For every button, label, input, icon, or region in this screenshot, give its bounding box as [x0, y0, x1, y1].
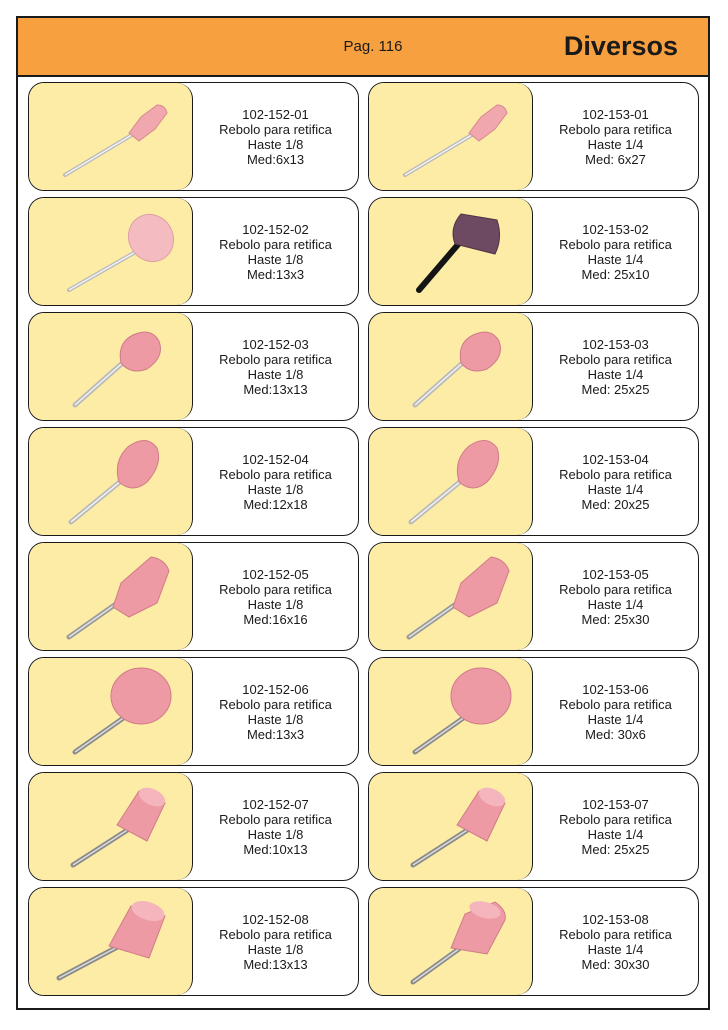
product-size: Med: 20x25 — [581, 496, 650, 512]
product-card[interactable] — [368, 82, 699, 191]
product-info — [195, 773, 356, 880]
product-info — [535, 658, 696, 765]
product-size: Med:13x3 — [246, 266, 305, 282]
product-name: Rebolo para retifica — [219, 236, 332, 252]
product-code: 102-153-01 — [582, 106, 649, 122]
product-name: Rebolo para retifica — [219, 466, 332, 482]
product-photo — [29, 83, 193, 190]
product-info — [535, 198, 696, 305]
product-card[interactable] — [28, 772, 359, 881]
pointed-cone-stone-icon — [369, 83, 533, 189]
product-code: 102-152-01 — [242, 106, 309, 122]
product-shank: Haste 1/4 — [587, 366, 644, 382]
product-code: 102-153-04 — [582, 451, 649, 467]
product-shank: Haste 1/8 — [247, 941, 304, 957]
product-name: Rebolo para retifica — [559, 581, 672, 597]
cone-stone-icon — [29, 543, 193, 649]
product-photo — [369, 198, 533, 305]
product-photo — [29, 888, 193, 995]
product-code: 102-152-06 — [242, 681, 309, 697]
product-code: 102-152-05 — [242, 566, 309, 582]
product-shank: Haste 1/4 — [587, 941, 644, 957]
product-photo — [369, 428, 533, 535]
wheel-stone-icon — [369, 658, 533, 764]
product-name: Rebolo para retifica — [559, 466, 672, 482]
product-info — [195, 543, 356, 650]
product-size: Med: 30x30 — [581, 956, 650, 972]
product-code: 102-153-03 — [582, 336, 649, 352]
product-code: 102-153-02 — [582, 221, 649, 237]
product-size: Med:13x3 — [246, 726, 305, 742]
product-shank: Haste 1/4 — [587, 481, 644, 497]
ball-stone-icon — [29, 313, 193, 419]
product-code: 102-153-08 — [582, 911, 649, 927]
product-shank: Haste 1/8 — [247, 481, 304, 497]
product-card[interactable] — [28, 887, 359, 996]
product-photo — [369, 888, 533, 995]
product-size: Med:6x13 — [246, 151, 305, 167]
product-name: Rebolo para retifica — [559, 696, 672, 712]
product-info — [535, 428, 696, 535]
product-info — [535, 773, 696, 880]
product-photo — [369, 658, 533, 765]
product-shank: Haste 1/8 — [247, 711, 304, 727]
product-photo — [369, 83, 533, 190]
product-photo — [369, 773, 533, 880]
product-code: 102-152-08 — [242, 911, 309, 927]
product-photo — [29, 428, 193, 535]
product-code: 102-153-07 — [582, 796, 649, 812]
product-size: Med:12x18 — [243, 496, 308, 512]
wheel-stone-icon — [29, 658, 193, 764]
product-size: Med: 6x27 — [585, 151, 646, 167]
product-card[interactable] — [28, 542, 359, 651]
product-info — [535, 83, 696, 190]
product-card[interactable] — [28, 82, 359, 191]
product-card[interactable] — [368, 657, 699, 766]
cone-stone-icon — [369, 888, 533, 994]
product-photo — [29, 313, 193, 420]
product-size: Med:16x16 — [243, 611, 308, 627]
catalog-page — [16, 16, 710, 1010]
disc-stone-icon — [29, 198, 193, 304]
egg-stone-icon — [29, 428, 193, 534]
dark-disc-stone-icon — [369, 198, 533, 304]
product-info — [535, 888, 696, 995]
cylinder-stone-icon — [29, 773, 193, 879]
product-card[interactable] — [368, 197, 699, 306]
product-info — [195, 198, 356, 305]
product-code: 102-153-06 — [582, 681, 649, 697]
product-code: 102-152-04 — [242, 451, 309, 467]
product-name: Rebolo para retifica — [219, 351, 332, 367]
product-card[interactable] — [368, 312, 699, 421]
product-size: Med: 25x25 — [581, 841, 650, 857]
product-name: Rebolo para retifica — [219, 581, 332, 597]
egg-stone-icon — [369, 428, 533, 534]
product-size: Med:13x13 — [243, 956, 308, 972]
product-info — [195, 658, 356, 765]
product-shank: Haste 1/4 — [587, 711, 644, 727]
page-number: Pag. 116 — [343, 38, 403, 55]
product-info — [535, 313, 696, 420]
product-code: 102-152-03 — [242, 336, 309, 352]
product-photo — [29, 658, 193, 765]
product-name: Rebolo para retifica — [559, 926, 672, 942]
product-name: Rebolo para retifica — [559, 351, 672, 367]
product-shank: Haste 1/8 — [247, 136, 304, 152]
product-size: Med: 30x6 — [585, 726, 646, 742]
product-info — [535, 543, 696, 650]
ball-stone-icon — [369, 313, 533, 419]
product-shank: Haste 1/8 — [247, 366, 304, 382]
product-shank: Haste 1/4 — [587, 136, 644, 152]
cylinder-stone-icon — [369, 773, 533, 879]
product-name: Rebolo para retifica — [559, 236, 672, 252]
product-info — [195, 313, 356, 420]
product-photo — [369, 313, 533, 420]
pointed-cone-stone-icon — [29, 83, 193, 189]
product-card[interactable] — [368, 542, 699, 651]
product-info — [195, 888, 356, 995]
product-card[interactable] — [28, 427, 359, 536]
product-size: Med:13x13 — [243, 381, 308, 397]
product-name: Rebolo para retifica — [219, 121, 332, 137]
product-name: Rebolo para retifica — [219, 926, 332, 942]
product-size: Med: 25x25 — [581, 381, 650, 397]
product-info — [195, 428, 356, 535]
product-name: Rebolo para retifica — [559, 121, 672, 137]
product-size: Med: 25x10 — [581, 266, 650, 282]
product-shank: Haste 1/8 — [247, 826, 304, 842]
product-size: Med: 25x30 — [581, 611, 650, 627]
product-card[interactable] — [28, 197, 359, 306]
cylinder-stone-icon — [29, 888, 193, 994]
product-card[interactable] — [368, 427, 699, 536]
section-title: Diversos — [563, 31, 678, 61]
product-name: Rebolo para retifica — [219, 811, 332, 827]
product-card[interactable] — [368, 887, 699, 996]
product-name: Rebolo para retifica — [559, 811, 672, 827]
product-code: 102-152-07 — [242, 796, 309, 812]
product-name: Rebolo para retifica — [219, 696, 332, 712]
product-photo — [29, 773, 193, 880]
product-info — [195, 83, 356, 190]
product-shank: Haste 1/8 — [247, 596, 304, 612]
product-size: Med:10x13 — [243, 841, 308, 857]
product-card[interactable] — [368, 772, 699, 881]
product-card[interactable] — [28, 657, 359, 766]
product-shank: Haste 1/4 — [587, 251, 644, 267]
product-shank: Haste 1/4 — [587, 826, 644, 842]
product-shank: Haste 1/4 — [587, 596, 644, 612]
product-photo — [29, 198, 193, 305]
product-shank: Haste 1/8 — [247, 251, 304, 267]
product-photo — [29, 543, 193, 650]
product-code: 102-153-05 — [582, 566, 649, 582]
product-card[interactable] — [28, 312, 359, 421]
page-header — [18, 18, 708, 77]
product-code: 102-152-02 — [242, 221, 309, 237]
product-photo — [369, 543, 533, 650]
cone-stone-icon — [369, 543, 533, 649]
